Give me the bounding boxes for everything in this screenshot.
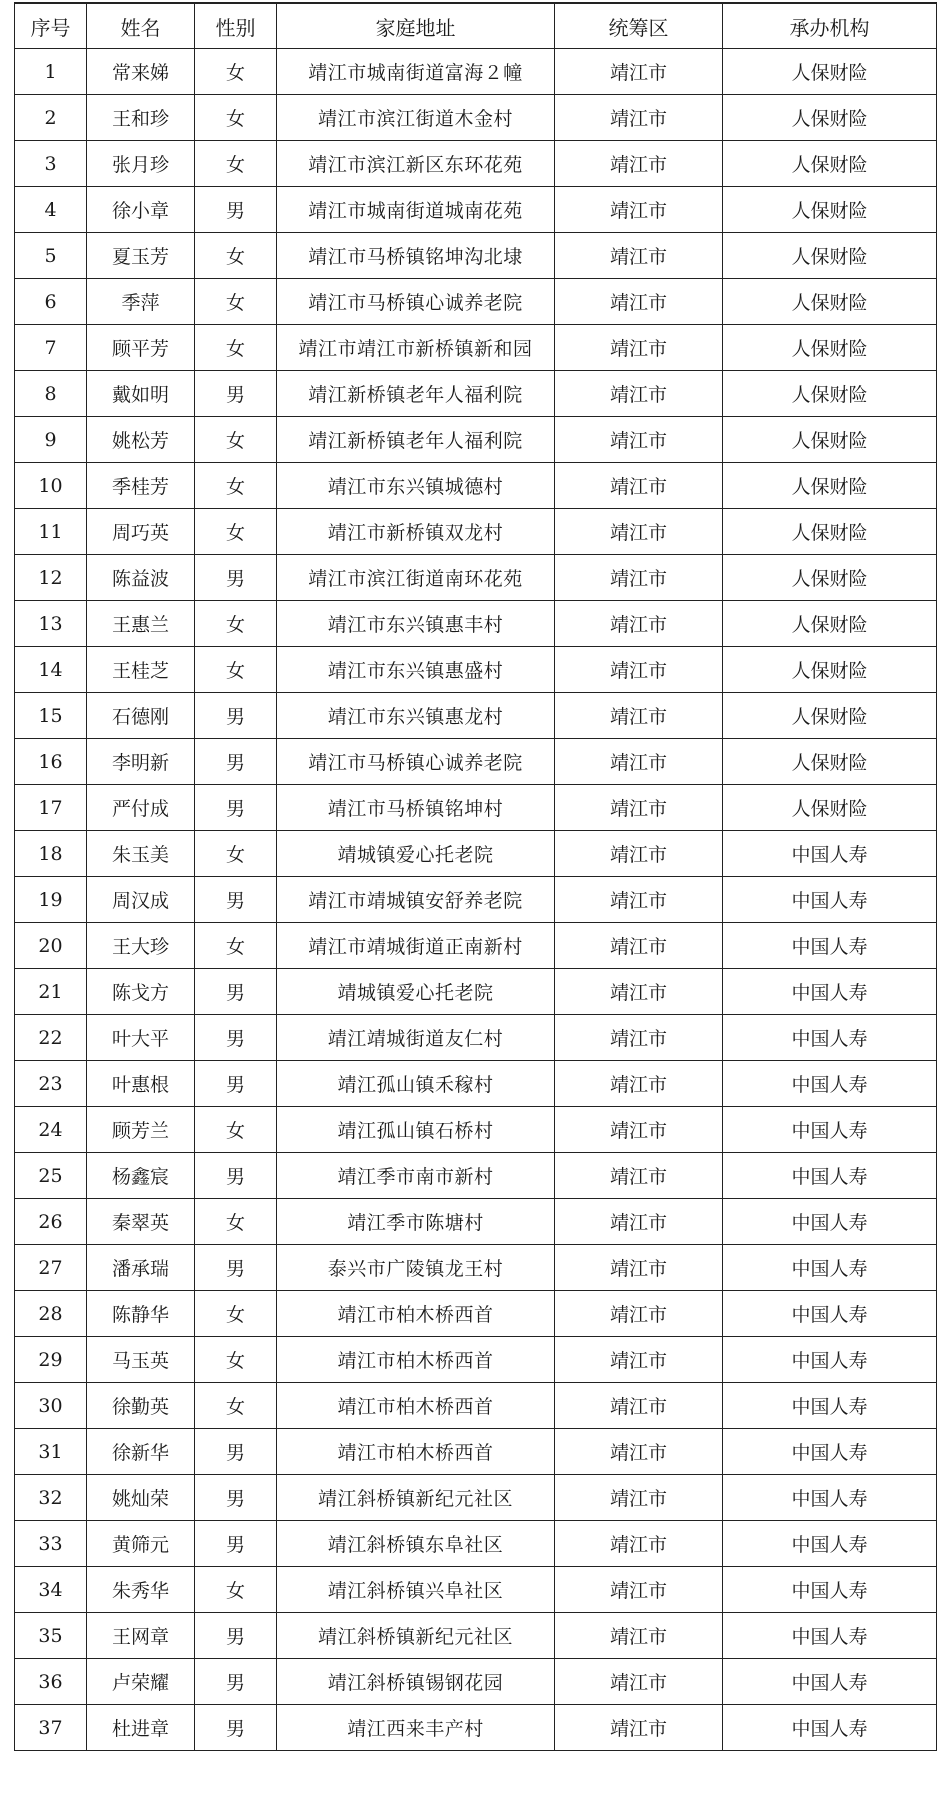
cell-address: 靖江孤山镇石桥村: [277, 1107, 555, 1153]
cell-district: 靖江市: [555, 1383, 723, 1429]
cell-address: 靖江市柏木桥西首: [277, 1291, 555, 1337]
cell-name: 王网章: [87, 1613, 195, 1659]
cell-name: 季萍: [87, 279, 195, 325]
cell-index: 22: [15, 1015, 87, 1061]
cell-institution: 人保财险: [723, 233, 937, 279]
table-row: [15, 785, 937, 831]
cell-gender: 女: [195, 647, 277, 693]
cell-address: 靖江市柏木桥西首: [277, 1337, 555, 1383]
table-row: [15, 187, 937, 233]
cell-institution: 中国人寿: [723, 1705, 937, 1751]
cell-name: 张月珍: [87, 141, 195, 187]
cell-address: 靖江孤山镇禾稼村: [277, 1061, 555, 1107]
cell-address: 靖江市柏木桥西首: [277, 1429, 555, 1475]
cell-name: 周汉成: [87, 877, 195, 923]
cell-address: 靖江市东兴镇惠盛村: [277, 647, 555, 693]
cell-institution: 中国人寿: [723, 1107, 937, 1153]
cell-address: 靖江市马桥镇心诚养老院: [277, 279, 555, 325]
cell-name: 王和珍: [87, 95, 195, 141]
cell-institution: 中国人寿: [723, 831, 937, 877]
cell-index: 3: [15, 141, 87, 187]
cell-index: 33: [15, 1521, 87, 1567]
cell-gender: 女: [195, 1107, 277, 1153]
cell-district: 靖江市: [555, 969, 723, 1015]
cell-index: 30: [15, 1383, 87, 1429]
cell-name: 朱秀华: [87, 1567, 195, 1613]
cell-address: 靖江市滨江街道南环花苑: [277, 555, 555, 601]
table-row: [15, 95, 937, 141]
cell-name: 陈戈方: [87, 969, 195, 1015]
cell-institution: 中国人寿: [723, 1199, 937, 1245]
cell-address: 靖江市滨江新区东环花苑: [277, 141, 555, 187]
cell-district: 靖江市: [555, 1153, 723, 1199]
cell-institution: 人保财险: [723, 785, 937, 831]
cell-name: 卢荣耀: [87, 1659, 195, 1705]
table-row: [15, 325, 937, 371]
cell-index: 27: [15, 1245, 87, 1291]
cell-gender: 男: [195, 1015, 277, 1061]
cell-institution: 人保财险: [723, 95, 937, 141]
table-row: [15, 1337, 937, 1383]
cell-name: 季桂芳: [87, 463, 195, 509]
table-row: [15, 1061, 937, 1107]
cell-gender: 男: [195, 739, 277, 785]
cell-index: 32: [15, 1475, 87, 1521]
column-header-index: 序号: [15, 3, 87, 49]
cell-institution: 人保财险: [723, 647, 937, 693]
cell-address: 靖江市新桥镇双龙村: [277, 509, 555, 555]
cell-address: 靖江斜桥镇新纪元社区: [277, 1475, 555, 1521]
cell-institution: 人保财险: [723, 601, 937, 647]
cell-district: 靖江市: [555, 279, 723, 325]
cell-address: 靖江斜桥镇兴阜社区: [277, 1567, 555, 1613]
table-row: [15, 1015, 937, 1061]
cell-district: 靖江市: [555, 785, 723, 831]
cell-district: 靖江市: [555, 325, 723, 371]
table-row: [15, 233, 937, 279]
cell-district: 靖江市: [555, 1567, 723, 1613]
cell-gender: 男: [195, 187, 277, 233]
cell-index: 14: [15, 647, 87, 693]
table-row: [15, 1659, 937, 1705]
insurance-roster-table: [14, 2, 937, 1751]
cell-address: 靖江季市陈塘村: [277, 1199, 555, 1245]
cell-district: 靖江市: [555, 877, 723, 923]
table-row: [15, 1245, 937, 1291]
cell-gender: 女: [195, 601, 277, 647]
cell-address: 靖江市马桥镇铭坤沟北埭: [277, 233, 555, 279]
cell-district: 靖江市: [555, 601, 723, 647]
cell-gender: 女: [195, 141, 277, 187]
cell-institution: 人保财险: [723, 417, 937, 463]
table-row: [15, 1521, 937, 1567]
table-row: [15, 1383, 937, 1429]
cell-gender: 女: [195, 233, 277, 279]
cell-district: 靖江市: [555, 1199, 723, 1245]
cell-name: 杜进章: [87, 1705, 195, 1751]
cell-address: 靖江市东兴镇惠龙村: [277, 693, 555, 739]
cell-institution: 中国人寿: [723, 1475, 937, 1521]
cell-gender: 女: [195, 831, 277, 877]
cell-district: 靖江市: [555, 1475, 723, 1521]
cell-gender: 男: [195, 1245, 277, 1291]
cell-district: 靖江市: [555, 831, 723, 877]
table-row: [15, 463, 937, 509]
cell-name: 常来娣: [87, 49, 195, 95]
cell-institution: 人保财险: [723, 693, 937, 739]
cell-index: 31: [15, 1429, 87, 1475]
table-row: [15, 555, 937, 601]
cell-gender: 女: [195, 95, 277, 141]
table-row: [15, 1613, 937, 1659]
cell-name: 石德刚: [87, 693, 195, 739]
cell-district: 靖江市: [555, 647, 723, 693]
cell-gender: 女: [195, 1291, 277, 1337]
cell-district: 靖江市: [555, 739, 723, 785]
cell-index: 11: [15, 509, 87, 555]
cell-institution: 人保财险: [723, 371, 937, 417]
cell-name: 戴如明: [87, 371, 195, 417]
cell-district: 靖江市: [555, 555, 723, 601]
cell-index: 2: [15, 95, 87, 141]
table-row: [15, 371, 937, 417]
table-row: [15, 693, 937, 739]
cell-address: 靖江市马桥镇心诚养老院: [277, 739, 555, 785]
cell-index: 15: [15, 693, 87, 739]
cell-name: 叶大平: [87, 1015, 195, 1061]
cell-district: 靖江市: [555, 1613, 723, 1659]
cell-name: 王大珍: [87, 923, 195, 969]
cell-gender: 男: [195, 555, 277, 601]
cell-gender: 男: [195, 969, 277, 1015]
cell-district: 靖江市: [555, 1521, 723, 1567]
table-row: [15, 1291, 937, 1337]
cell-name: 姚灿荣: [87, 1475, 195, 1521]
table-row: [15, 141, 937, 187]
cell-name: 顾芳兰: [87, 1107, 195, 1153]
cell-index: 19: [15, 877, 87, 923]
cell-gender: 男: [195, 1521, 277, 1567]
cell-gender: 女: [195, 1567, 277, 1613]
cell-gender: 男: [195, 877, 277, 923]
cell-gender: 男: [195, 1613, 277, 1659]
cell-district: 靖江市: [555, 49, 723, 95]
cell-address: 靖江市东兴镇城德村: [277, 463, 555, 509]
cell-institution: 人保财险: [723, 463, 937, 509]
table-row: [15, 417, 937, 463]
cell-gender: 女: [195, 1199, 277, 1245]
table-row: [15, 831, 937, 877]
table-row: [15, 601, 937, 647]
cell-index: 6: [15, 279, 87, 325]
table-row: [15, 1429, 937, 1475]
cell-institution: 人保财险: [723, 49, 937, 95]
cell-gender: 男: [195, 1659, 277, 1705]
table-header-row: [15, 3, 937, 49]
cell-institution: 中国人寿: [723, 1567, 937, 1613]
table-row: [15, 739, 937, 785]
cell-district: 靖江市: [555, 1107, 723, 1153]
cell-index: 13: [15, 601, 87, 647]
table-row: [15, 1705, 937, 1751]
table-row: [15, 647, 937, 693]
cell-gender: 男: [195, 1429, 277, 1475]
cell-district: 靖江市: [555, 95, 723, 141]
cell-name: 李明新: [87, 739, 195, 785]
cell-district: 靖江市: [555, 1429, 723, 1475]
cell-district: 靖江市: [555, 141, 723, 187]
cell-district: 靖江市: [555, 509, 723, 555]
cell-gender: 女: [195, 1337, 277, 1383]
cell-institution: 中国人寿: [723, 1337, 937, 1383]
cell-district: 靖江市: [555, 1705, 723, 1751]
cell-gender: 男: [195, 1475, 277, 1521]
table-row: [15, 509, 937, 555]
cell-name: 潘承瑞: [87, 1245, 195, 1291]
cell-institution: 中国人寿: [723, 1245, 937, 1291]
cell-institution: 人保财险: [723, 325, 937, 371]
cell-address: 靖江市靖城镇安舒养老院: [277, 877, 555, 923]
cell-address: 泰兴市广陵镇龙王村: [277, 1245, 555, 1291]
table-row: [15, 49, 937, 95]
cell-name: 叶惠根: [87, 1061, 195, 1107]
cell-index: 16: [15, 739, 87, 785]
cell-index: 26: [15, 1199, 87, 1245]
cell-institution: 中国人寿: [723, 1061, 937, 1107]
cell-name: 朱玉美: [87, 831, 195, 877]
cell-institution: 人保财险: [723, 509, 937, 555]
cell-gender: 男: [195, 785, 277, 831]
cell-address: 靖城镇爱心托老院: [277, 831, 555, 877]
cell-institution: 人保财险: [723, 187, 937, 233]
cell-district: 靖江市: [555, 1337, 723, 1383]
cell-institution: 中国人寿: [723, 923, 937, 969]
cell-gender: 女: [195, 417, 277, 463]
cell-address: 靖江市东兴镇惠丰村: [277, 601, 555, 647]
cell-name: 陈益波: [87, 555, 195, 601]
cell-address: 靖江市马桥镇铭坤村: [277, 785, 555, 831]
cell-institution: 人保财险: [723, 141, 937, 187]
cell-institution: 中国人寿: [723, 1521, 937, 1567]
cell-address: 靖江市柏木桥西首: [277, 1383, 555, 1429]
cell-gender: 男: [195, 1153, 277, 1199]
table-row: [15, 279, 937, 325]
cell-index: 1: [15, 49, 87, 95]
cell-address: 靖江市靖城街道正南新村: [277, 923, 555, 969]
cell-index: 36: [15, 1659, 87, 1705]
table-row: [15, 877, 937, 923]
cell-district: 靖江市: [555, 1245, 723, 1291]
cell-address: 靖江市滨江街道木金村: [277, 95, 555, 141]
cell-institution: 中国人寿: [723, 1383, 937, 1429]
cell-index: 17: [15, 785, 87, 831]
cell-institution: 中国人寿: [723, 1015, 937, 1061]
cell-name: 周巧英: [87, 509, 195, 555]
cell-index: 8: [15, 371, 87, 417]
cell-name: 杨鑫宸: [87, 1153, 195, 1199]
cell-district: 靖江市: [555, 371, 723, 417]
cell-index: 10: [15, 463, 87, 509]
cell-gender: 女: [195, 463, 277, 509]
cell-gender: 男: [195, 371, 277, 417]
cell-district: 靖江市: [555, 233, 723, 279]
cell-name: 王惠兰: [87, 601, 195, 647]
cell-index: 24: [15, 1107, 87, 1153]
table-row: [15, 1567, 937, 1613]
cell-address: 靖江斜桥镇新纪元社区: [277, 1613, 555, 1659]
column-header-district: 统筹区: [555, 3, 723, 49]
table-row: [15, 1107, 937, 1153]
cell-name: 黄筛元: [87, 1521, 195, 1567]
table-row: [15, 1199, 937, 1245]
cell-name: 顾平芳: [87, 325, 195, 371]
cell-index: 18: [15, 831, 87, 877]
cell-gender: 女: [195, 279, 277, 325]
cell-name: 姚松芳: [87, 417, 195, 463]
cell-index: 5: [15, 233, 87, 279]
cell-institution: 中国人寿: [723, 969, 937, 1015]
cell-name: 徐新华: [87, 1429, 195, 1475]
cell-name: 夏玉芳: [87, 233, 195, 279]
table-row: [15, 923, 937, 969]
cell-gender: 女: [195, 49, 277, 95]
cell-district: 靖江市: [555, 463, 723, 509]
cell-address: 靖江靖城街道友仁村: [277, 1015, 555, 1061]
column-header-institution: 承办机构: [723, 3, 937, 49]
cell-index: 20: [15, 923, 87, 969]
cell-name: 徐勤英: [87, 1383, 195, 1429]
cell-institution: 中国人寿: [723, 1153, 937, 1199]
cell-name: 严付成: [87, 785, 195, 831]
cell-district: 靖江市: [555, 1015, 723, 1061]
cell-index: 28: [15, 1291, 87, 1337]
cell-index: 37: [15, 1705, 87, 1751]
cell-name: 马玉英: [87, 1337, 195, 1383]
cell-gender: 女: [195, 1383, 277, 1429]
cell-address: 靖江季市南市新村: [277, 1153, 555, 1199]
cell-district: 靖江市: [555, 187, 723, 233]
cell-index: 9: [15, 417, 87, 463]
cell-institution: 中国人寿: [723, 1613, 937, 1659]
column-header-name: 姓名: [87, 3, 195, 49]
cell-index: 25: [15, 1153, 87, 1199]
cell-index: 29: [15, 1337, 87, 1383]
cell-institution: 中国人寿: [723, 877, 937, 923]
cell-index: 34: [15, 1567, 87, 1613]
cell-district: 靖江市: [555, 693, 723, 739]
cell-index: 21: [15, 969, 87, 1015]
cell-address: 靖江市城南街道富海２幢: [277, 49, 555, 95]
cell-gender: 男: [195, 1705, 277, 1751]
cell-institution: 中国人寿: [723, 1659, 937, 1705]
cell-institution: 人保财险: [723, 739, 937, 785]
cell-index: 7: [15, 325, 87, 371]
cell-district: 靖江市: [555, 1061, 723, 1107]
cell-index: 4: [15, 187, 87, 233]
column-header-address: 家庭地址: [277, 3, 555, 49]
cell-district: 靖江市: [555, 1659, 723, 1705]
cell-institution: 人保财险: [723, 279, 937, 325]
cell-district: 靖江市: [555, 1291, 723, 1337]
cell-name: 陈静华: [87, 1291, 195, 1337]
cell-name: 徐小章: [87, 187, 195, 233]
cell-gender: 女: [195, 325, 277, 371]
cell-gender: 女: [195, 923, 277, 969]
cell-address: 靖江斜桥镇锡钢花园: [277, 1659, 555, 1705]
cell-gender: 女: [195, 509, 277, 555]
cell-district: 靖江市: [555, 923, 723, 969]
table-row: [15, 1153, 937, 1199]
cell-address: 靖江市靖江市新桥镇新和园: [277, 325, 555, 371]
cell-index: 23: [15, 1061, 87, 1107]
cell-address: 靖江西来丰产村: [277, 1705, 555, 1751]
cell-index: 35: [15, 1613, 87, 1659]
cell-address: 靖城镇爱心托老院: [277, 969, 555, 1015]
cell-name: 王桂芝: [87, 647, 195, 693]
column-header-gender: 性别: [195, 3, 277, 49]
cell-name: 秦翠英: [87, 1199, 195, 1245]
cell-address: 靖江新桥镇老年人福利院: [277, 417, 555, 463]
table-row: [15, 1475, 937, 1521]
table-row: [15, 969, 937, 1015]
cell-district: 靖江市: [555, 417, 723, 463]
cell-gender: 男: [195, 693, 277, 739]
cell-institution: 中国人寿: [723, 1429, 937, 1475]
cell-address: 靖江新桥镇老年人福利院: [277, 371, 555, 417]
cell-gender: 男: [195, 1061, 277, 1107]
cell-address: 靖江斜桥镇东阜社区: [277, 1521, 555, 1567]
table-body: [15, 49, 937, 1751]
cell-address: 靖江市城南街道城南花苑: [277, 187, 555, 233]
cell-institution: 人保财险: [723, 555, 937, 601]
cell-index: 12: [15, 555, 87, 601]
cell-institution: 中国人寿: [723, 1291, 937, 1337]
